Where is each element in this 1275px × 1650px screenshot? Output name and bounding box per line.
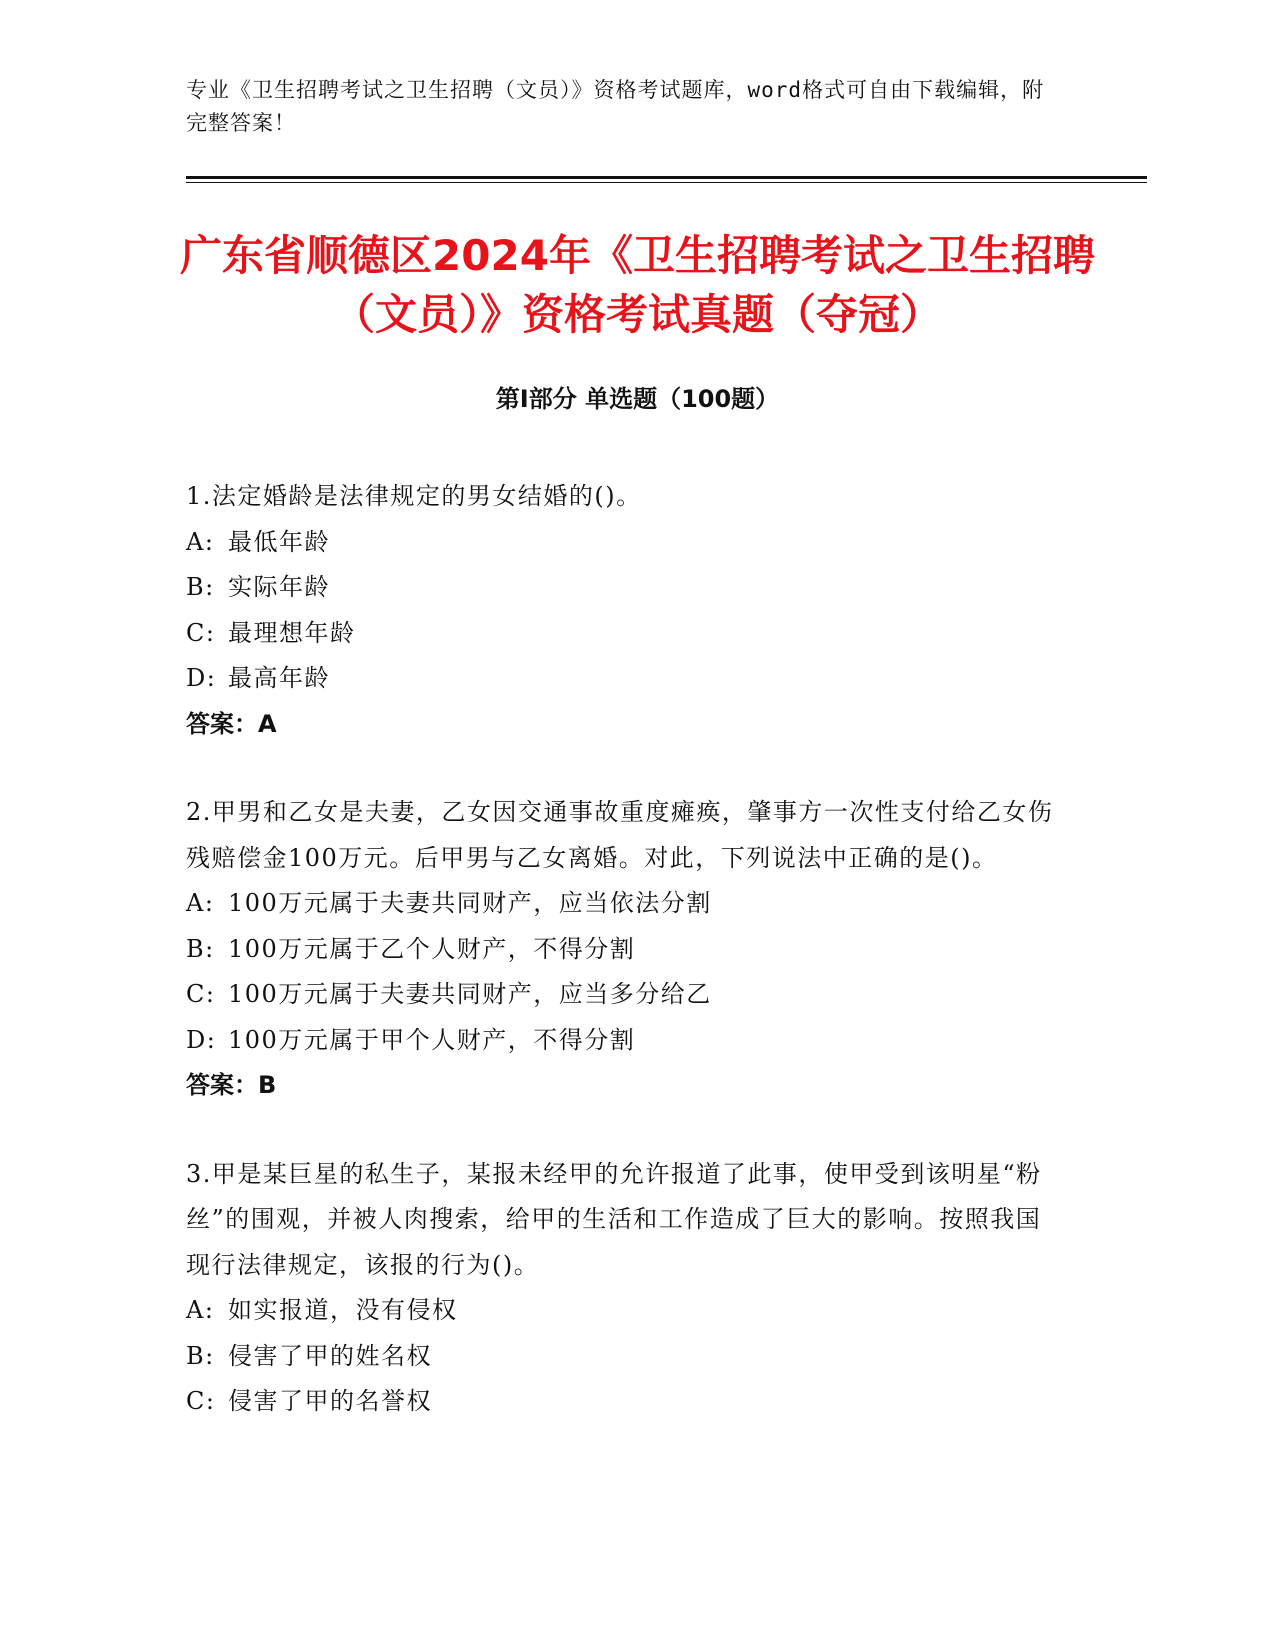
option-c xyxy=(186,611,1066,657)
option-letter: D: xyxy=(186,1025,217,1054)
option-text: 100万元属于甲个人财产，不得分割 xyxy=(228,1025,636,1054)
option-b xyxy=(186,927,1066,973)
option-text: 最理想年龄 xyxy=(228,618,356,647)
section-title: 第I部分 单选题（100题） xyxy=(495,385,780,413)
option-text: 实际年龄 xyxy=(228,573,330,601)
option-b xyxy=(186,1334,1066,1380)
option-text: 如实报道，没有侵权 xyxy=(228,1296,458,1324)
option-b xyxy=(186,565,1066,611)
question-1 xyxy=(186,474,1066,747)
header-divider-thick xyxy=(186,176,1147,179)
option-letter: A: xyxy=(186,1296,215,1324)
option-text: 最低年龄 xyxy=(228,527,330,556)
question-stem: 3.甲是某巨星的私生子，某报未经甲的允许报道了此事，使甲受到该明星“粉丝”的围观，并被人肉搜索，给甲的生活和工作造成了巨大的影响。按照我国现行法律规定，该报的行为()。 xyxy=(186,1159,1042,1279)
option-letter: C: xyxy=(186,980,216,1008)
option-letter: C: xyxy=(186,1387,216,1415)
option-d xyxy=(186,1018,1066,1064)
option-letter: B: xyxy=(186,934,215,963)
option-letter: B: xyxy=(186,573,215,601)
option-letter: D: xyxy=(186,664,217,692)
option-c xyxy=(186,972,1066,1018)
question-2 xyxy=(186,790,1066,1109)
question-3 xyxy=(186,1152,1066,1425)
option-a xyxy=(186,520,1066,566)
option-letter: A: xyxy=(186,889,215,917)
option-text: 100万元属于夫妻共同财产，应当多分给乙 xyxy=(228,980,712,1008)
option-text: 最高年龄 xyxy=(228,664,330,692)
option-text: 100万元属于乙个人财产，不得分割 xyxy=(228,934,636,963)
option-text: 侵害了甲的名誉权 xyxy=(228,1387,432,1415)
question-stem: 2.甲男和乙女是夫妻，乙女因交通事故重度瘫痪，肇事方一次性支付给乙女伤残赔偿金100万元。后甲男与乙女离婚。对此，下列说法中正确的是()。 xyxy=(186,798,1054,872)
option-letter: C: xyxy=(186,618,216,647)
header-note: 专业《卫生招聘考试之卫生招聘（文员）》资格考试题库，word格式可自由下载编辑，附完整答案！ xyxy=(186,78,1045,135)
option-c xyxy=(186,1379,1066,1425)
option-a xyxy=(186,881,1066,927)
question-stem: 1.法定婚龄是法律规定的男女结婚的()。 xyxy=(186,482,642,510)
header-divider-thin xyxy=(186,182,1147,183)
option-a xyxy=(186,1288,1066,1334)
answer-line: 答案：B xyxy=(186,1071,277,1099)
answer-line: 答案：A xyxy=(186,709,277,738)
document-title: 广东省顺德区2024年《卫生招聘考试之卫生招聘（文员）》资格考试真题（夺冠） xyxy=(180,231,1095,339)
option-text: 100万元属于夫妻共同财产，应当依法分割 xyxy=(228,889,712,917)
question-list xyxy=(186,474,1066,1468)
option-letter: B: xyxy=(186,1341,215,1370)
option-text: 侵害了甲的姓名权 xyxy=(228,1341,432,1370)
option-letter: A: xyxy=(186,527,215,556)
option-d xyxy=(186,656,1066,702)
